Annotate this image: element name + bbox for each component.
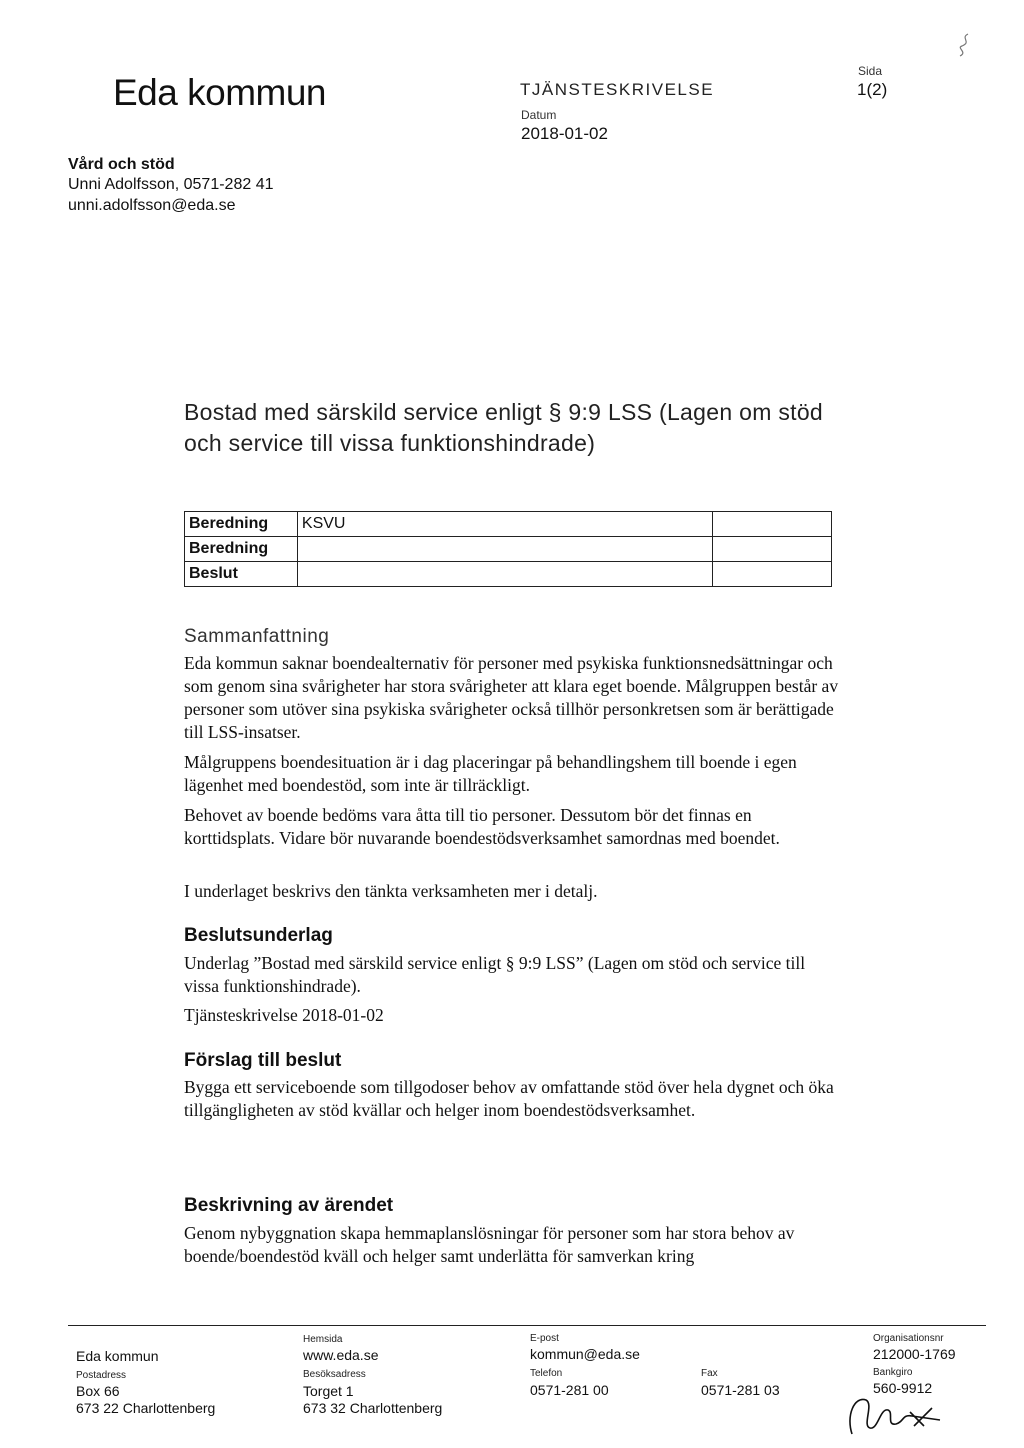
process-stage-label: Beredning <box>185 512 298 537</box>
handwritten-signature-icon <box>840 1386 950 1438</box>
proposal-heading: Förslag till beslut <box>184 1050 342 1071</box>
process-stage-date <box>713 537 832 562</box>
footer-web-label: Hemsida <box>303 1334 343 1345</box>
footer-visit-line1: Torget 1 <box>303 1383 354 1399</box>
page-number: 1(2) <box>857 80 888 99</box>
summary-paragraph: Behovet av boende bedöms vara åtta till tio personer. Dessutom bör det finnas en korttidsplats. Vidare bör nuvarande boendestödsverksamhet samordnas med boendet. <box>184 805 780 848</box>
footer-email: kommun@eda.se <box>530 1346 640 1362</box>
footer-postal-line1: Box 66 <box>76 1383 120 1399</box>
footer-visit-label: Besöksadress <box>303 1369 366 1380</box>
document-title: Bostad med särskild service enligt § 9:9 LSS (Lagen om stöd och service till vissa funktionshindrade) <box>184 399 824 456</box>
footer-fax-label: Fax <box>701 1368 718 1379</box>
description-heading: Beskrivning av ärendet <box>184 1195 394 1216</box>
footer-email-label: E-post <box>530 1333 559 1344</box>
summary-paragraph: Eda kommun saknar boendealternativ för personer med psykiska funktionsnedsättningar och som genom sina svårigheter har stora svårigheter att klara eget boende. Målgruppen består av personer som utöver sina psykiska svårigheter också tillhör personkretsen som är berättigade till LSS-insatser. <box>184 653 839 742</box>
page-label: Sida <box>858 64 883 78</box>
process-stage-value <box>297 537 713 562</box>
proposal-paragraph: Bygga ett serviceboende som tillgodoser behov av omfattande stöd över hela dygnet och öka tillgängligheten av stöd kvällar och helger inom boendestödsverksamhet. <box>184 1077 834 1120</box>
description-paragraph: Genom nybyggnation skapa hemmaplanslösningar för personer som har stora behov av boende/boendestöd kväll och helger samt underlätta för samverkan kring <box>184 1223 795 1266</box>
footer-phone: 0571-281 00 <box>530 1382 609 1398</box>
process-stage-label: Beredning <box>185 537 298 562</box>
basis-paragraph: Underlag ”Bostad med särskild service enligt § 9:9 LSS” (Lagen om stöd och service till vissa funktionshindrade). <box>184 953 806 996</box>
summary-paragraph: I underlaget beskrivs den tänkta verksamheten mer i detalj. <box>184 881 598 901</box>
footer-visit-line2: 673 32 Charlottenberg <box>303 1400 443 1416</box>
basis-paragraph: Tjänsteskrivelse 2018-01-02 <box>184 1005 384 1025</box>
org-logo: Eda kommun <box>113 72 326 113</box>
contact-name: Unni Adolfsson, 0571-282 41 <box>68 176 274 193</box>
footer-orgno: 212000-1769 <box>873 1346 956 1362</box>
process-table <box>184 511 832 587</box>
table-row <box>185 537 832 562</box>
process-stage-value: KSVU <box>297 512 713 537</box>
footer-phone-label: Telefon <box>530 1368 563 1379</box>
handwritten-mark-icon <box>950 30 980 60</box>
footer-web: www.eda.se <box>303 1347 379 1363</box>
table-row <box>185 562 832 587</box>
footer-postal-label: Postadress <box>76 1370 127 1381</box>
process-stage-label: Beslut <box>185 562 298 587</box>
footer-divider <box>68 1325 986 1326</box>
contact-email: unni.adolfsson@eda.se <box>68 197 236 214</box>
footer-fax: 0571-281 03 <box>701 1382 780 1398</box>
footer-orgno-label: Organisationsnr <box>873 1333 944 1344</box>
footer-bankgiro: 560-9912 <box>873 1380 933 1396</box>
date-label: Datum <box>521 108 557 122</box>
process-stage-value <box>297 562 713 587</box>
basis-heading: Beslutsunderlag <box>184 925 333 946</box>
process-stage-date <box>713 562 832 587</box>
summary-paragraph: Målgruppens boendesituation är i dag placeringar på behandlingshem till boende i egen lägenhet med boendestöd, som inte är tillräckligt. <box>184 752 797 795</box>
document-type: TJÄNSTESKRIVELSE <box>520 80 715 99</box>
footer-postal-line2: 673 22 Charlottenberg <box>76 1400 216 1416</box>
summary-heading: Sammanfattning <box>184 626 330 647</box>
table-row <box>185 512 832 537</box>
footer-bankgiro-label: Bankgiro <box>873 1367 913 1378</box>
footer-org-name: Eda kommun <box>76 1348 159 1364</box>
department: Vård och stöd <box>68 156 175 173</box>
process-stage-date <box>713 512 832 537</box>
date-value: 2018-01-02 <box>521 124 608 143</box>
